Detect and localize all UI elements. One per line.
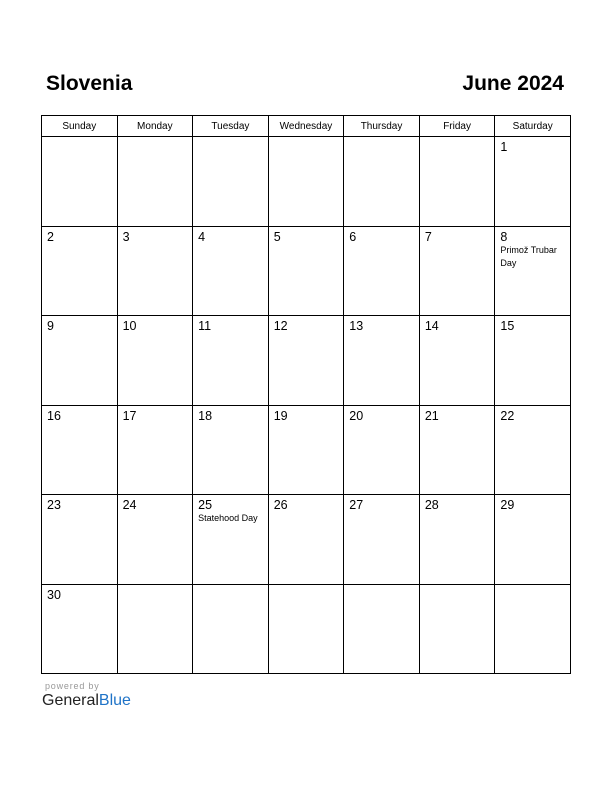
day-cell <box>193 137 269 227</box>
day-number: 27 <box>349 498 364 512</box>
day-number: 19 <box>273 408 288 423</box>
calendar-grid <box>41 115 571 674</box>
day-cell <box>42 226 118 316</box>
day-cell <box>42 495 118 585</box>
day-cell <box>419 584 495 674</box>
day-cell <box>495 137 571 227</box>
day-cell <box>193 405 269 495</box>
day-cell <box>419 495 495 585</box>
weekday-header-wednesday: Wednesday <box>268 116 344 137</box>
brand-general-text: General <box>42 692 99 709</box>
day-cell <box>268 495 344 585</box>
day-number: 14 <box>424 319 439 333</box>
day-cell <box>344 226 420 316</box>
day-number: 25 <box>198 498 213 512</box>
day-number: 11 <box>198 319 212 333</box>
week-row <box>42 226 571 316</box>
day-cell <box>495 226 571 316</box>
day-cell <box>42 137 118 227</box>
day-number: 12 <box>273 319 288 333</box>
day-number: 15 <box>500 319 515 333</box>
day-number: 13 <box>349 319 364 333</box>
weekday-header-monday: Monday <box>117 116 193 137</box>
day-cell <box>42 316 118 406</box>
day-cell <box>193 584 269 674</box>
country-title: Slovenia <box>46 72 133 95</box>
brand-blue-text: Blue <box>98 692 131 709</box>
day-number: 23 <box>47 498 61 512</box>
day-cell <box>268 584 344 674</box>
day-cell <box>419 226 495 316</box>
weekday-header-sunday: Sunday <box>42 116 118 137</box>
weekday-header-saturday: Saturday <box>495 116 571 137</box>
day-cell <box>193 226 269 316</box>
day-cell <box>495 405 571 495</box>
day-cell <box>344 137 420 227</box>
day-number: 7 <box>424 229 432 244</box>
day-cell <box>344 584 420 674</box>
day-cell <box>344 316 420 406</box>
day-number: 8 <box>500 229 508 244</box>
day-cell <box>42 405 118 495</box>
day-number: 16 <box>47 408 61 423</box>
day-number: 2 <box>47 229 54 244</box>
day-number: 29 <box>500 498 515 512</box>
day-cell <box>419 316 495 406</box>
generalblue-logo[interactable] <box>42 692 131 710</box>
day-number: 26 <box>273 498 288 512</box>
day-number: 22 <box>500 408 515 423</box>
day-cell <box>117 405 193 495</box>
day-number: 20 <box>349 408 364 423</box>
day-cell <box>419 137 495 227</box>
holiday-label: Statehood Day <box>198 513 258 523</box>
day-number: 6 <box>349 229 357 244</box>
week-row <box>42 495 571 585</box>
day-number: 21 <box>424 408 439 423</box>
day-number: 30 <box>47 587 61 602</box>
day-number: 28 <box>424 498 439 512</box>
day-cell <box>117 137 193 227</box>
day-cell <box>117 316 193 406</box>
day-number: 18 <box>198 408 213 423</box>
day-number: 10 <box>122 319 137 333</box>
day-cell <box>268 405 344 495</box>
holiday-label: Primož Trubar Day <box>500 244 557 268</box>
day-cell <box>268 226 344 316</box>
day-cell <box>268 137 344 227</box>
day-cell <box>117 226 193 316</box>
month-year-title: June 2024 <box>462 72 564 95</box>
day-cell <box>495 316 571 406</box>
day-cell <box>193 316 269 406</box>
day-cell <box>117 584 193 674</box>
weekday-header-friday: Friday <box>419 116 495 137</box>
day-number: 17 <box>122 408 137 423</box>
week-row <box>42 405 571 495</box>
day-cell <box>495 584 571 674</box>
powered-by-label: powered by <box>45 681 100 691</box>
weekday-header-row <box>42 116 571 137</box>
weekday-header-thursday: Thursday <box>344 116 420 137</box>
day-number: 24 <box>122 498 137 512</box>
day-cell <box>495 495 571 585</box>
calendar-body <box>42 137 571 674</box>
day-cell <box>268 316 344 406</box>
day-cell <box>344 405 420 495</box>
day-number: 5 <box>273 229 281 244</box>
day-cell <box>344 495 420 585</box>
brand-footer <box>42 681 131 710</box>
week-row <box>42 137 571 227</box>
day-number: 4 <box>198 229 206 244</box>
weekday-header-tuesday: Tuesday <box>193 116 269 137</box>
day-number: 9 <box>47 319 54 333</box>
day-number: 1 <box>500 140 508 154</box>
day-number: 3 <box>122 229 130 244</box>
week-row <box>42 584 571 674</box>
day-cell <box>419 405 495 495</box>
day-cell <box>42 584 118 674</box>
week-row <box>42 316 571 406</box>
day-cell <box>193 495 269 585</box>
day-cell <box>117 495 193 585</box>
